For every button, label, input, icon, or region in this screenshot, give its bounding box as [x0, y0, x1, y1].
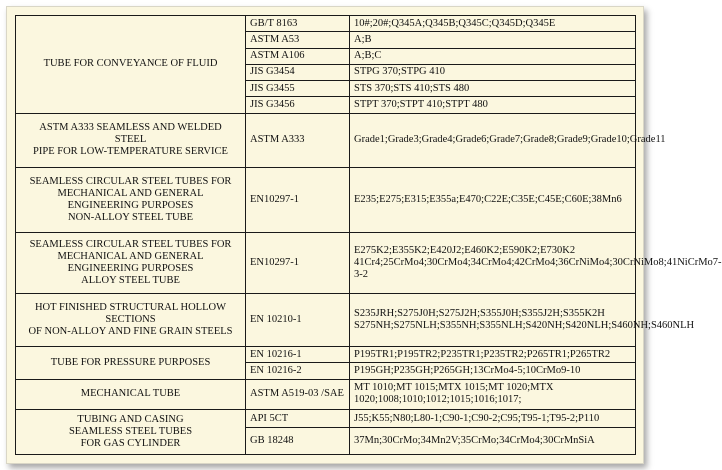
category-line: TUBE FOR CONVEYANCE OF FLUID — [43, 58, 218, 70]
table-row — [16, 347, 636, 363]
category-line: ALLOY STEEL TUBE — [81, 275, 180, 287]
grades-cell: STPG 370;STPG 410 — [350, 64, 636, 80]
standard-cell: EN 10216-2 — [246, 363, 350, 379]
category-cell — [16, 410, 246, 455]
grades-cell: 10#;20#;Q345A;Q345B;Q345C;Q345D;Q345E — [350, 16, 636, 32]
standard-cell: API 5CT — [246, 410, 350, 428]
category-line: ENGINEERING PURPOSES — [67, 263, 194, 275]
standard-cell: ASTM A53 — [246, 32, 350, 48]
table-row — [16, 410, 636, 428]
grades-cell: E235;E275;E315;E355a;E470;C22E;C35E;C45E;C60E;38Mn6 — [350, 168, 636, 233]
category-line: MECHANICAL AND GENERAL — [57, 251, 204, 263]
grades-cell: 37Mn;30CrMo;34Mn2V;35CrMo;34CrMo4;30CrMnSiA — [350, 428, 636, 455]
steel-tube-standards-table — [15, 15, 722, 455]
grades-cell: Grade1;Grade3;Grade4;Grade6;Grade7;Grade8;Grade9;Grade10;Grade11 — [350, 113, 636, 168]
table-row — [16, 168, 636, 233]
standard-cell: JIS G3455 — [246, 81, 350, 97]
category-line: FOR GAS CYLINDER — [80, 438, 181, 450]
grades-cell: P195TR1;P195TR2;P235TR1;P235TR2;P265TR1;P265TR2 — [350, 347, 636, 363]
category-cell — [16, 16, 246, 114]
category-line: ASTM A333 SEAMLESS AND WELDED — [39, 122, 222, 134]
grades-cell: STS 370;STS 410;STS 480 — [350, 81, 636, 97]
category-line: ENGINEERING PURPOSES — [67, 200, 194, 212]
grades-cell: MT 1010;MT 1015;MTX 1015;MT 1020;MTX 1020;1008;1010;1012;1015;1016;1017; — [350, 379, 636, 409]
category-line: SEAMLESS STEEL TUBES — [68, 426, 193, 438]
category-line: MECHANICAL TUBE — [80, 388, 181, 400]
category-line: SEAMLESS CIRCULAR STEEL TUBES FOR — [29, 176, 232, 188]
category-line: SECTIONS — [105, 314, 156, 326]
category-line: OF NON-ALLOY AND FINE GRAIN STEELS — [28, 326, 233, 338]
grades-cell: E275K2;E355K2;E420J2;E460K2;E590K2;E730K2 41Cr4;25CrMo4;30CrMo4;34CrMo4;42CrMo4;36CrNiMo4;30CrNiMo8;41NiCrMo7-3-2 — [350, 233, 636, 294]
category-cell — [16, 113, 246, 168]
category-line: PIPE FOR LOW-TEMPERATURE SERVICE — [33, 146, 228, 158]
standard-cell: EN10297-1 — [246, 233, 350, 294]
standard-cell: JIS G3454 — [246, 64, 350, 80]
category-line: HOT FINISHED STRUCTURAL HOLLOW — [34, 302, 227, 314]
category-cell — [16, 233, 246, 294]
table-row — [16, 294, 636, 347]
standard-cell: ASTM A106 — [246, 48, 350, 64]
table-row — [16, 113, 636, 168]
table-row — [16, 379, 636, 409]
grades-cell: J55;K55;N80;L80-1;C90-1;C90-2;C95;T95-1;T95-2;P110 — [350, 410, 636, 428]
category-line: TUBING AND CASING — [77, 414, 184, 426]
grades-cell: P195GH;P235GH;P265GH;13CrMo4-5;10CrMo9-10 — [350, 363, 636, 379]
category-line: SEAMLESS CIRCULAR STEEL TUBES FOR — [29, 239, 232, 251]
table-frame — [6, 6, 722, 464]
table-row — [16, 16, 636, 32]
table-row — [16, 233, 636, 294]
category-cell — [16, 168, 246, 233]
category-cell — [16, 379, 246, 409]
standard-cell: EN 10216-1 — [246, 347, 350, 363]
grades-cell: A;B — [350, 32, 636, 48]
category-line: MECHANICAL AND GENERAL — [57, 188, 204, 200]
standard-cell: EN10297-1 — [246, 168, 350, 233]
standard-cell: JIS G3456 — [246, 97, 350, 113]
standard-cell: GB 18248 — [246, 428, 350, 455]
category-cell — [16, 294, 246, 347]
standard-cell: GB/T 8163 — [246, 16, 350, 32]
grades-cell: STPT 370;STPT 410;STPT 480 — [350, 97, 636, 113]
category-line: NON-ALLOY STEEL TUBE — [67, 212, 193, 224]
category-cell — [16, 347, 246, 380]
grades-cell: A;B;C — [350, 48, 636, 64]
standard-cell: EN 10210-1 — [246, 294, 350, 347]
standard-cell: ASTM A519-03 /SAE — [246, 379, 350, 409]
category-line: TUBE FOR PRESSURE PURPOSES — [50, 356, 211, 368]
standard-cell: ASTM A333 — [246, 113, 350, 168]
grades-cell: S235JRH;S275J0H;S275J2H;S355J0H;S355J2H;S355K2H S275NH;S275NLH;S355NH;S355NLH;S420NH;S420NLH;S460NH;S460NLH — [350, 294, 636, 347]
category-line: STEEL — [114, 134, 147, 146]
